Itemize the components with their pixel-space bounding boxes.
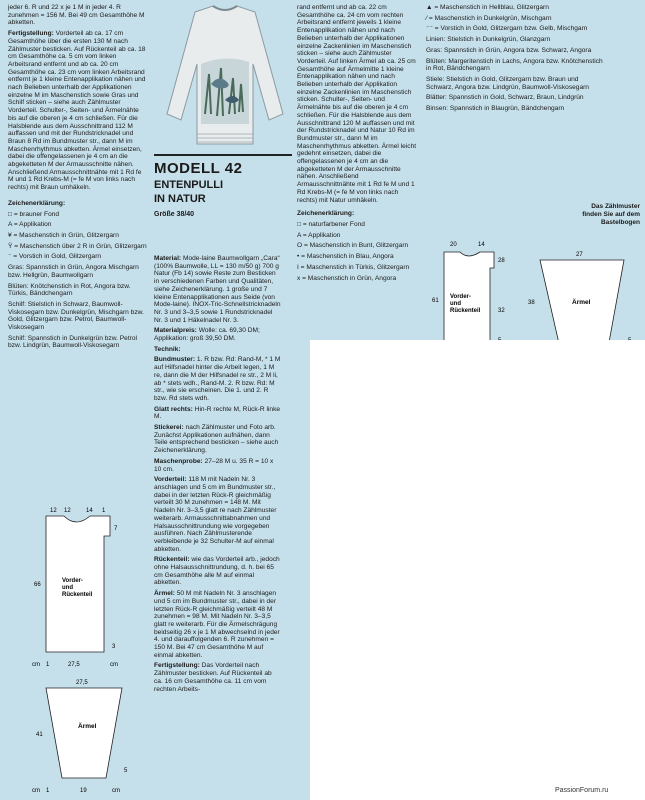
dim-top: 20 — [450, 242, 457, 248]
dim-one: 1 — [46, 662, 50, 668]
instruction-heading: Ärmel: — [154, 590, 175, 598]
key-heading: Zeichenerklärung: — [297, 210, 355, 218]
instruction-heading: Rückenteil: — [154, 556, 190, 564]
label-line-1: Vorder- — [450, 294, 471, 300]
dim-h1: 41 — [36, 732, 43, 738]
instruction-text: Mode-laine Baumwollgarn „Cara“ (100% Baumwolle, LL = 130 m/50 g) 700 g Natur (Fb 14) sowie Reste zum Besticken in verschiedenen Farben und Qualitäten, siehe Zeichenerklärung. 1 große und 7 kleine Entenapplikationen aus Seide (von Mode-laine). INOX-Tric-Schnellstricknadeln Nr. 3 und 3–3,5 sowie 1 Rundstricknadel Nr. 3 und 1 Häkelnadel Nr. 3. — [154, 255, 281, 324]
dim-h1: 28 — [498, 258, 505, 264]
instruction-paragraph — [154, 346, 282, 354]
instruction-text: 118 M mit Nadeln Nr. 3 anschlagen und 5 cm im Bundmuster str., dabei in der letzten Rück-R gleichmäßig verteilt 30 M zunehmen = 148 M. Mit Nadeln Nr. 3–3,5 glatt re nach Zählmuster weiterarb. Armausschnittabnahmen und Halsausschnittrundung wie vorgegeben ausführen. Nach Zählmusterende verbleibende je 32 Schulter-M auf einmal abketten. — [154, 476, 277, 553]
instruction-heading: Materialpreis: — [154, 327, 197, 335]
key-item: x = Maschenstich in Grün, Angora — [297, 274, 397, 282]
title-line-2: IN NATUR — [154, 193, 206, 205]
dim-top-3: 14 — [86, 508, 93, 514]
title-line-1: ENTENPULLI — [154, 179, 224, 191]
instruction-heading: Material: — [154, 255, 182, 262]
dim-h3: 32 — [498, 308, 505, 314]
sweater-illustration — [165, 4, 285, 147]
dim-top-1: 12 — [50, 508, 57, 514]
key-item: □ = brauner Fond — [8, 210, 60, 218]
key-item: □ = naturfarbener Fond — [297, 220, 365, 228]
dim-cm: cm — [32, 788, 40, 794]
finishing-paragraph — [8, 30, 148, 192]
label-line-2: und — [62, 585, 73, 591]
instruction-heading: Stickerei: — [154, 424, 184, 432]
key-item: Stiele: Stielstich in Gold, Glitzergarn bzw. Braun und Schwarz, Angora bzw. Lindgrün, Baumwoll-Viskosegarn — [426, 75, 589, 91]
dim-cm: cm — [32, 662, 40, 668]
key-item: • = Maschenstich in Blau, Angora — [297, 253, 394, 261]
key-item: ⁻⁻ = Vorstich in Gold, Glitzergarn bzw. Gelb, Mischgarn — [426, 25, 588, 33]
key-item: A = Applikation — [8, 221, 52, 229]
dim-one: 1 — [46, 788, 50, 794]
dim-top-4: 1 — [102, 508, 106, 514]
label-line-3: Rückenteil — [450, 308, 481, 314]
key-item: Blüten: Margeritenstich in Lachs, Angora bzw. Knötchenstich in Rot, Bändchengarn — [426, 57, 603, 73]
instruction-heading: Maschenprobe: — [154, 457, 203, 465]
key-item: Schilf: Spannstich in Dunkelgrün bzw. Petrol bzw. Lindgrün, Baumwoll-Viskosegarn — [8, 334, 138, 350]
instruction-paragraph — [154, 662, 282, 693]
label-line-1: Vorder- — [62, 578, 83, 584]
instruction-paragraph — [154, 556, 282, 587]
key-item: A = Applikation — [297, 231, 341, 239]
dim-h2: 66 — [34, 582, 41, 588]
key-item: Schilf: Stielstich in Schwarz, Baumwoll-Viskosegarn bzw. Dunkelgrün, Mischgarn bzw. Gold, Glitzergarn bzw. Petrol, Baumwoll-Viskosegarn — [8, 300, 144, 332]
sleeve-schematic-left — [6, 674, 146, 798]
label-line-2: und — [450, 301, 461, 307]
column-1 — [8, 4, 148, 353]
dim-bottom: 27,5 — [68, 662, 80, 668]
paragraph: rand entfernt und ab ca. 22 cm Gesamthöhe ca. 24 cm vom rechten Arbeitsrand entfernt jeweils 1 kleine Entenapplikation nähen und nach Belieben unterhalb der Applikationen einzelne Zackenlinien im Maschenstich sticken – siehe auch Zählmuster Vorderteil. Auf linken Ärmel ab ca. 25 cm Gesamthöhe auf Ärmelmitte 1 kleine Entenapplikation nähen und nach Belieben unterhalb der Applikation einzelne Zackenlinien im Maschenstich sticken. Schulter-, Seiten- und Ärmelnähte bis auf die oberen je 4 cm schließen. Für die Halsblende aus dem Ausschnittrand 120 M auffassen und mit der Rundstricknadel und Natur 10 Rd im Bundmuster str., dann M im Maschenrhythmus abketten. Ärmel leicht gedehnt einsetzen, dabei die offengelassenen je 4 cm an die abgeketteten M der Armausschnitte nähen. Anschließend Armausschnittnähte mit 1 Rd fe M und 1 Rd Krebs-M (= fe M von links nach rechts) mit Natur umhäkeln. — [297, 4, 417, 204]
column-4 — [426, 4, 606, 116]
key-item: ▲ = Maschenstich in Hellblau, Glitzergarn — [426, 4, 549, 11]
finishing-heading: Fertigstellung: — [8, 30, 54, 38]
heading-rule — [154, 154, 292, 156]
key-item: ⁻ = Vorstich in Gold, Glitzergarn — [8, 253, 102, 261]
instruction-paragraph — [154, 476, 282, 553]
instruction-paragraph — [154, 356, 282, 402]
key-heading: Zeichenerklärung: — [8, 199, 66, 207]
instruction-text: Wolle: ca. 69,30 DM; Applikation: groß 39,50 DM. — [154, 327, 260, 343]
dim-top: 27,5 — [76, 680, 88, 686]
watermark: PassionForum.ru — [555, 787, 609, 794]
dim-top-2: 12 — [64, 508, 71, 514]
paragraph: jeder 6. R und 22 x je 1 M in jeder 4. R zunehmen = 156 M. Bei 49 cm Gesamthöhe M abketten. — [8, 4, 145, 27]
instruction-paragraph — [154, 458, 282, 473]
instruction-heading: Bundmuster: — [154, 356, 196, 364]
model-number: MODELL 42 — [154, 160, 243, 177]
instruction-text: nach Zählmuster und Foto arb. Zunächst Applikationen aufnähen, dann Teile entsprechend besticken – siehe auch Zeichenerklärung. — [154, 424, 279, 455]
key-item: Linien: Stielstich in Dunkelgrün, Glanzgarn — [426, 36, 551, 44]
column-3 — [297, 4, 417, 285]
blank-area — [310, 340, 645, 800]
key-item: Blätter: Spannstich in Gold, Schwarz, Braun, Lindgrün — [426, 94, 584, 102]
key-item: Binsen: Spannstich in Blaugrün, Bändchengarn — [426, 105, 565, 113]
dim-h2: 61 — [432, 298, 439, 304]
key-item: O = Maschenstich in Bunt, Glitzergarn — [297, 242, 409, 250]
sleeve-label: Ärmel — [78, 723, 97, 730]
instruction-text: Hin-R rechte M, Rück-R linke M. — [154, 405, 281, 421]
instruction-heading: Vorderteil: — [154, 476, 187, 484]
dim-cm: cm — [110, 662, 118, 668]
key-item: Gras: Spannstich in Grün, Angora Mischgarn bzw. Hellgrün, Baumwollgarn — [8, 264, 139, 279]
pattern-note: Das Zählmuster finden Sie auf dem Bastelbogen — [582, 203, 640, 226]
instruction-paragraph — [154, 406, 282, 421]
instruction-paragraph — [154, 424, 282, 455]
dim-h3: 3 — [112, 644, 116, 650]
instruction-text: 1. R bzw. Rd: Rand-M, * 1 M auf Hilfsnadel hinter die Arbeit legen, 1 M re, dann die M der Hilfsnadel re str., 2 M li, ab * stets wdh., Rand-M. 2. R bzw. Rd: M str., wie sie erscheinen. Die 1. und 2. R bzw. Rd stets wdh. — [154, 356, 281, 402]
key-item: ⁄ = Maschenstich in Dunkelgrün, Mischgarn — [426, 14, 552, 22]
instruction-text: 27–28 M u. 35 R = 10 x 10 cm. — [154, 457, 274, 473]
label-line-3: Rückenteil — [62, 592, 93, 598]
instruction-text: Das Vorderteil nach Zählmuster besticken. Auf Rückenteil ab ca. 16 cm Gesamthöhe ca. 11 cm vom rechten Arbeits- — [154, 662, 272, 693]
dim-top-2: 14 — [478, 242, 485, 248]
instruction-heading: Fertigstellung: — [154, 662, 200, 670]
dim-h1: 7 — [114, 526, 118, 532]
dim-top: 27 — [576, 252, 583, 258]
front-back-schematic-left — [6, 502, 146, 672]
sleeve-label: Ärmel — [572, 299, 591, 306]
dim-h1: 38 — [528, 300, 535, 306]
dim-cm: cm — [112, 788, 120, 794]
instruction-paragraph — [154, 590, 282, 659]
key-item: Gras: Spannstich in Grün, Angora bzw. Schwarz, Angora — [426, 46, 592, 54]
key-item: Ÿ = Maschenstich über 2 R in Grün, Glitzergarn — [8, 242, 147, 250]
key-item: Blüten: Knötchenstich in Rot, Angora bzw. Türkis, Bändchengarn — [8, 282, 131, 298]
dim-bottom: 19 — [80, 788, 87, 794]
instruction-heading: Glatt rechts: — [154, 405, 193, 413]
key-item: I = Maschenstich in Türkis, Glitzergarn — [297, 263, 410, 271]
finishing-text: Vorderteil ab ca. 17 cm Gesamthöhe über die ersten 130 M nach Zählmuster besticken. Auf Rückenteil ab ca. 18 cm Gesamthöhe ca. 5 cm vom linken Arbeitsrand entfernt und ab ca. 20 cm Gesamthöhe ca. 23 cm vom linken Arbeitsrand entfernt je 1 kleine Entenapplikation nähen und nach Belieben unterhalb der Applikationen einzelne M im Maschenstich sowie Gras und Schilf sticken – siehe auch Zählmuster Vorderteil. Schulter-, Seiten- und Ärmelnähte bis auf die oberen je 4 cm schließen. Für die Halsblende aus dem Ausschnittrand 112 M auffassen und mit der Rundstricknadel und Braun 8 Rd im Bundmuster str., dann M im Maschenrhythmus abketten. Ärmel einsetzen, dabei die offengelassenen je 4 cm an die abgeketteten M der Armausschnitte nähen. Anschließend Armausschnittnähte mit 1 Rd fe M und 1 Rd Krebs-M (= fe M von links nach rechts) mit Braun umhäkeln. — [8, 30, 146, 192]
instruction-paragraph — [154, 327, 282, 342]
model-heading — [154, 154, 292, 225]
instruction-text: wie das Vorderteil arb., jedoch ohne Halsausschnittrundung, d. h. bei 65 cm Gesamthöhe alle M auf einmal abketten. — [154, 556, 280, 587]
instruction-heading: Technik: — [154, 345, 181, 353]
instruction-paragraph — [154, 255, 282, 324]
dim-h2: 5 — [124, 768, 128, 774]
size-line: Größe 38/40 — [154, 211, 195, 218]
instruction-text: 50 M mit Nadeln Nr. 3 anschlagen und 5 cm im Bundmuster str., dabei in der letzten Rück-R gleichmäßig verteilt 48 M zunehmen = 98 M. Mit Nadeln Nr. 3–3,5 glatt re weiterarb. Für die Ärmelschrägung beidseitig 26 x je 1 M abwechselnd in jeder 4. und darauffolgenden 6. R zunehmen = 150 M. Bei 47 cm Gesamthöhe M auf einmal abketten. — [154, 590, 280, 659]
key-item: ¥ = Maschenstich in Grün, Glitzergarn — [8, 231, 119, 239]
column-2 — [154, 255, 282, 696]
